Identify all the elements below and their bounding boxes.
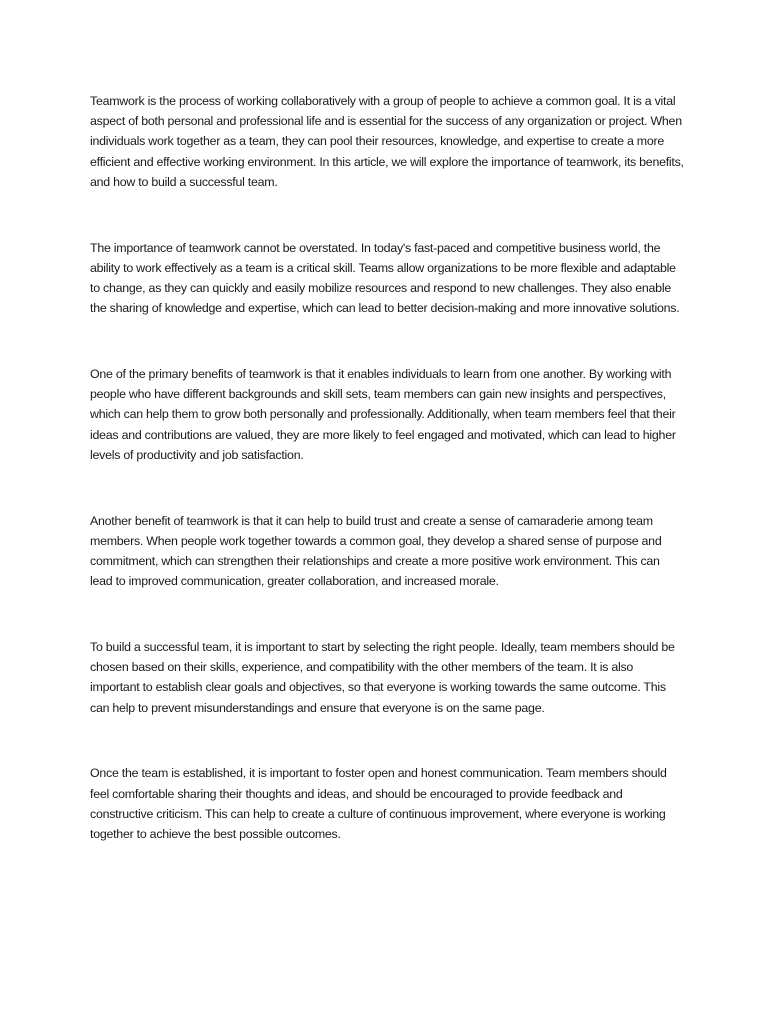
paragraph-1: Teamwork is the process of working collaboratively with a group of people to achieve a common goal. It is a vital aspect of both personal and professional life and is essential for the success of any organization or project. When individuals work together as a team, they can pool their resources, knowledge, and expertise to create a more efficient and effective working environment. In this article, we will explore the importance of teamwork, its benefits, and how to build a successful team. <box>90 94 684 189</box>
paragraph-4: Another benefit of teamwork is that it can help to build trust and create a sense of camaraderie among team members. When people work together towards a common goal, they develop a shared sense of purpose and commitment, which can strengthen their relationships and create a more positive work environment. This can lead to improved communication, greater collaboration, and increased morale. <box>90 513 662 589</box>
paragraph-6: Once the team is established, it is important to foster open and honest communication. Team members should feel comfortable sharing their thoughts and ideas, and should be encouraged to provide feedback and constructive criticism. This can help to create a culture of continuous improvement, where everyone is working together to achieve the best possible outcomes. <box>90 766 667 842</box>
paragraph-5: To build a successful team, it is important to start by selecting the right people. Ideally, team members should be chosen based on their skills, experience, and compatibility with the other members of the team. It is also important to establish clear goals and objectives, so that everyone is working towards the same outcome. This can help to prevent misunderstandings and ensure that everyone is on the same page. <box>90 640 675 715</box>
paragraph-3: One of the primary benefits of teamwork is that it enables individuals to learn from one another. By working with people who have different backgrounds and skill sets, team members can gain new insights and perspectives, which can help them to grow both personally and professionally. Additionally, when team members feel that their ideas and contributions are valued, they are more likely to feel engaged and motivated, which can lead to higher levels of productivity and job satisfaction. <box>90 367 676 462</box>
document-body <box>90 91 684 890</box>
paragraph-2: The importance of teamwork cannot be overstated. In today's fast-paced and competitive business world, the ability to work effectively as a team is a critical skill. Teams allow organizations to be more flexible and adaptable to change, as they can quickly and easily mobilize resources and respond to new challenges. They also enable the sharing of knowledge and expertise, which can lead to better decision-making and more innovative solutions. <box>90 240 680 316</box>
